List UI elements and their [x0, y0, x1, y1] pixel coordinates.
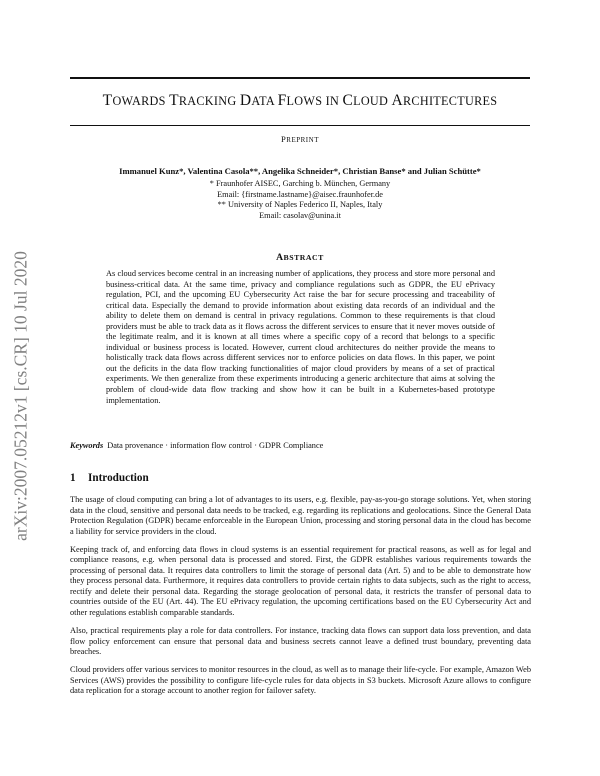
keywords-text: Data provenance · information flow control · GDPR Compliance — [107, 441, 324, 450]
paper-title: TOWARDS TRACKING DATA FLOWS IN CLOUD ARCHITECTURES — [102, 92, 498, 109]
body-paragraph: Keeping track of, and enforcing data flows in cloud systems is an essential requirement for practical reasons, as well as for legal and compliance reasons, e.g. when personal data is processed and stored. First, the GDPR establishes various requirements towards the processing of personal data. It requires data controllers to limit the storage of personal data (Art. 5) and to be able to demonstrate how they process personal data. Furthermore, it requires data controllers to provide certain rights to data subjects, such as the right to access, rectify and delete their personal data. Regarding the storage geolocation of personal data, it restricts the transfer of personal data to countries outside of the EU (Art. 44). The EU ePrivacy regulation, the upcoming certifications based on the EU Cybersecurity Act and other regulations establish comparable standards. — [70, 544, 531, 617]
section-heading — [70, 472, 149, 484]
section-title: Introduction — [88, 472, 149, 484]
preprint-label: PREPRINT — [281, 134, 319, 144]
affiliation-email: Email: casolav@unina.it — [259, 210, 341, 220]
keywords-label: Keywords — [70, 441, 104, 450]
affiliations — [70, 179, 530, 221]
title-rule-bottom — [70, 125, 530, 126]
affiliation-line: ** University of Naples Federico II, Naples, Italy — [217, 200, 383, 210]
affiliation-line: * Fraunhofer AISEC, Garching b. München, Germany — [209, 179, 391, 188]
body-paragraph: Cloud providers offer various services to monitor resources in the cloud, as well as to manage their life-cycle. For example, Amazon Web Services (AWS) provides the possibility to configure life-cycle rules for data objects in S3 buckets. Microsoft Azure allows to configure data replication for a storage account to another region for failover safety. — [70, 665, 531, 696]
abstract-text: As cloud services become central in an increasing number of applications, they process and store more personal and business-critical data. At the same time, privacy and compliance regulations such as GDPR, the EU ePrivacy regulation, PCI, and the upcoming EU Cybersecurity Act raise the bar for secure processing and traceability of critical data. Especially the demand to provide information about existing data records of an individual and the ability to delete them on demand is central in privacy regulations. Common to these requirements is that cloud providers must be able to track data as it flows across the different services to ensure that it never moves outside of the legitimate realm, and it is known at all times where a specific copy of a record that belongs to a specific individual or business process is located. However, current cloud architectures do neither provide the means to holistically track data flows across different services nor to enforce policies on data flows. In this paper, we point out the deficits in the data flow tracking functionalities of major cloud providers by means of a set of practical experiments. We then generalize from these experiments introducing a generic architecture that aims at solving the problem of cloud-wide data flow tracking and show how it can be built in a Kubernetes-based prototype implementation. — [106, 269, 495, 405]
body-paragraph: The usage of cloud computing can bring a lot of advantages to its users, e.g. flexible, pay-as-you-go storage solutions. Yet, when storing data in the cloud, sensitive and personal data needs to be tracked, e.g. regarding its replications and geolocations. Since the General Data Protection Regulation (GDPR) became enforceable in the European Union, processing and storing personal data in the cloud has become a liability for service providers in the cloud. — [70, 495, 531, 536]
section-body — [70, 495, 531, 704]
author-list: Immanuel Kunz*, Valentina Casola**, Angelika Schneider*, Christian Banse* and Julian Schütte* — [119, 166, 481, 176]
affiliation-email: Email: {firstname.lastname}@aisec.fraunhofer.de — [217, 189, 383, 199]
body-paragraph: Also, practical requirements play a role for data controllers. For instance, tracking data flows can support data loss prevention, and data flow policy enforcement can ensure that personal data and business secrets cannot leave a defined trust boundary, preventing data breaches. — [70, 626, 531, 657]
title-rule-top — [70, 77, 530, 79]
arxiv-sidebar — [2, 216, 40, 576]
abstract-heading: ABSTRACT — [276, 252, 324, 263]
section-number: 1 — [70, 472, 76, 484]
arxiv-identifier: arXiv:2007.05212v1 [cs.CR] 10 Jul 2020 — [10, 251, 31, 541]
keywords-line — [70, 441, 530, 450]
